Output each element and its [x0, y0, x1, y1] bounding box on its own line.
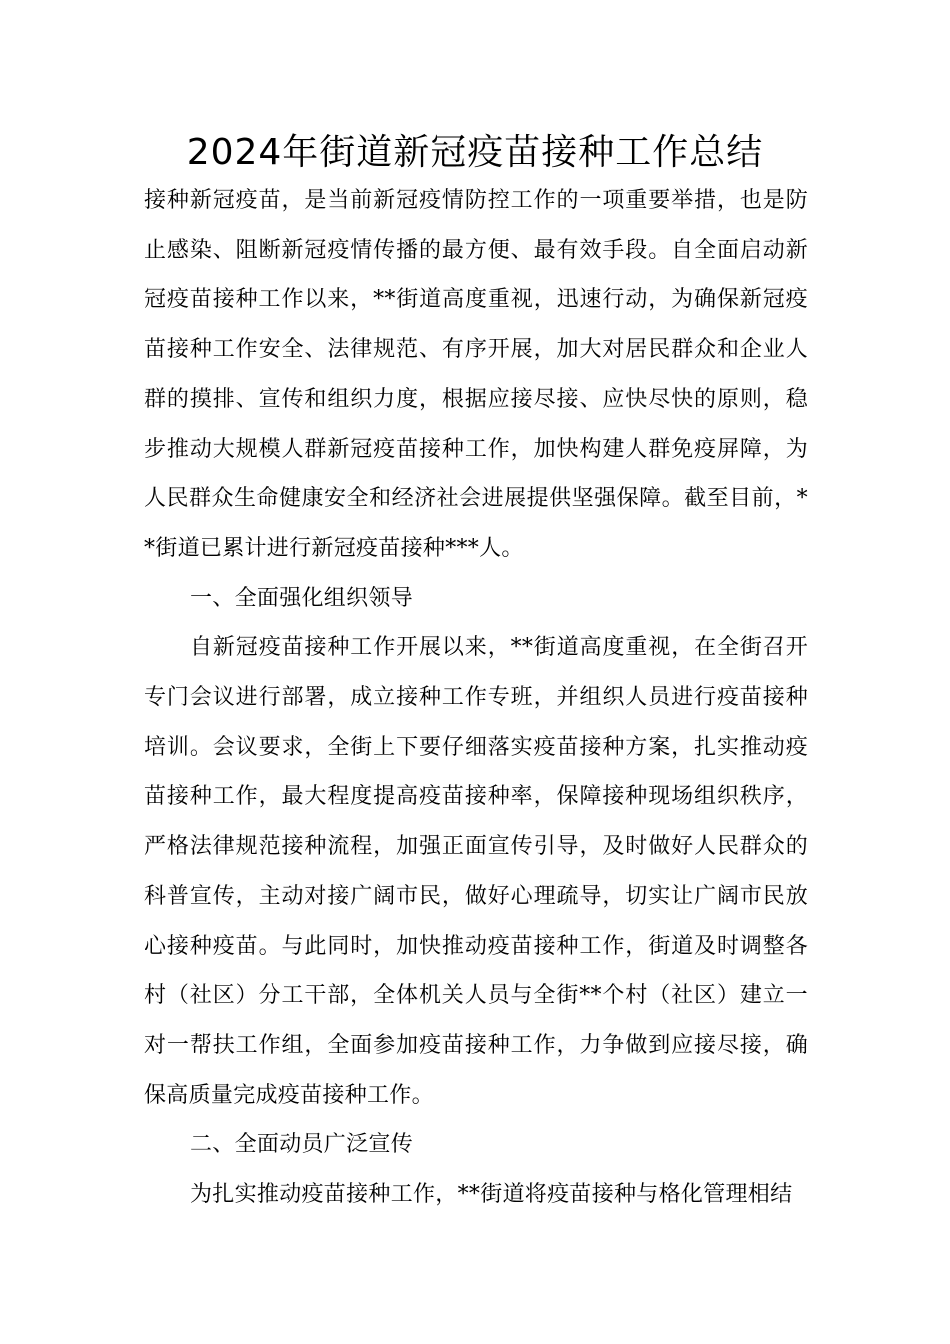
section-1-heading: 一、全面强化组织领导 [190, 585, 414, 611]
section-1-paragraph: 自新冠疫苗接种工作开展以来，**街道高度重视，在全街召开专门会议进行部署，成立接种工作专班，并组织人员进行疫苗接种培训。会议要求，全街上下要仔细落实疫苗接种方案，扎实推动疫苗接种工作，最大程度提高疫苗接种率，保障接种现场组织秩序，严格法律规范接种流程，加强正面宣传引导，及时做好人民群众的科普宣传，主动对接广阔市民，做好心理疏导，切实让广阔市民放心接种疫苗。与此同时，加快推动疫苗接种工作，街道及时调整各村（社区）分工干部，全体机关人员与全街**个村（社区）建立一对一帮扶工作组，全面参加疫苗接种工作，力争做到应接尽接，确保高质量完成疫苗接种工作。 [144, 635, 808, 1108]
document-title: 2024年街道新冠疫苗接种工作总结 [186, 132, 764, 173]
section-2-paragraph: 为扎实推动疫苗接种工作，**街道将疫苗接种与格化管理相结 [190, 1182, 793, 1208]
section-2-heading: 二、全面动员广泛宣传 [190, 1132, 414, 1158]
document-body [144, 176, 808, 1220]
intro-paragraph: 接种新冠疫苗，是当前新冠疫情防控工作的一项重要举措，也是防止感染、阻断新冠疫情传播的最方便、最有效手段。自全面启动新冠疫苗接种工作以来，**街道高度重视，迅速行动，为确保新冠疫苗接种工作安全、法律规范、有序开展，加大对居民群众和企业人群的摸排、宣传和组织力度，根据应接尽接、应快尽快的原则，稳步推动大规模人群新冠疫苗接种工作，加快构建人群免疫屏障，为人民群众生命健康安全和经济社会进展提供坚强保障。截至目前，**街道已累计进行新冠疫苗接种***人。 [144, 188, 808, 561]
